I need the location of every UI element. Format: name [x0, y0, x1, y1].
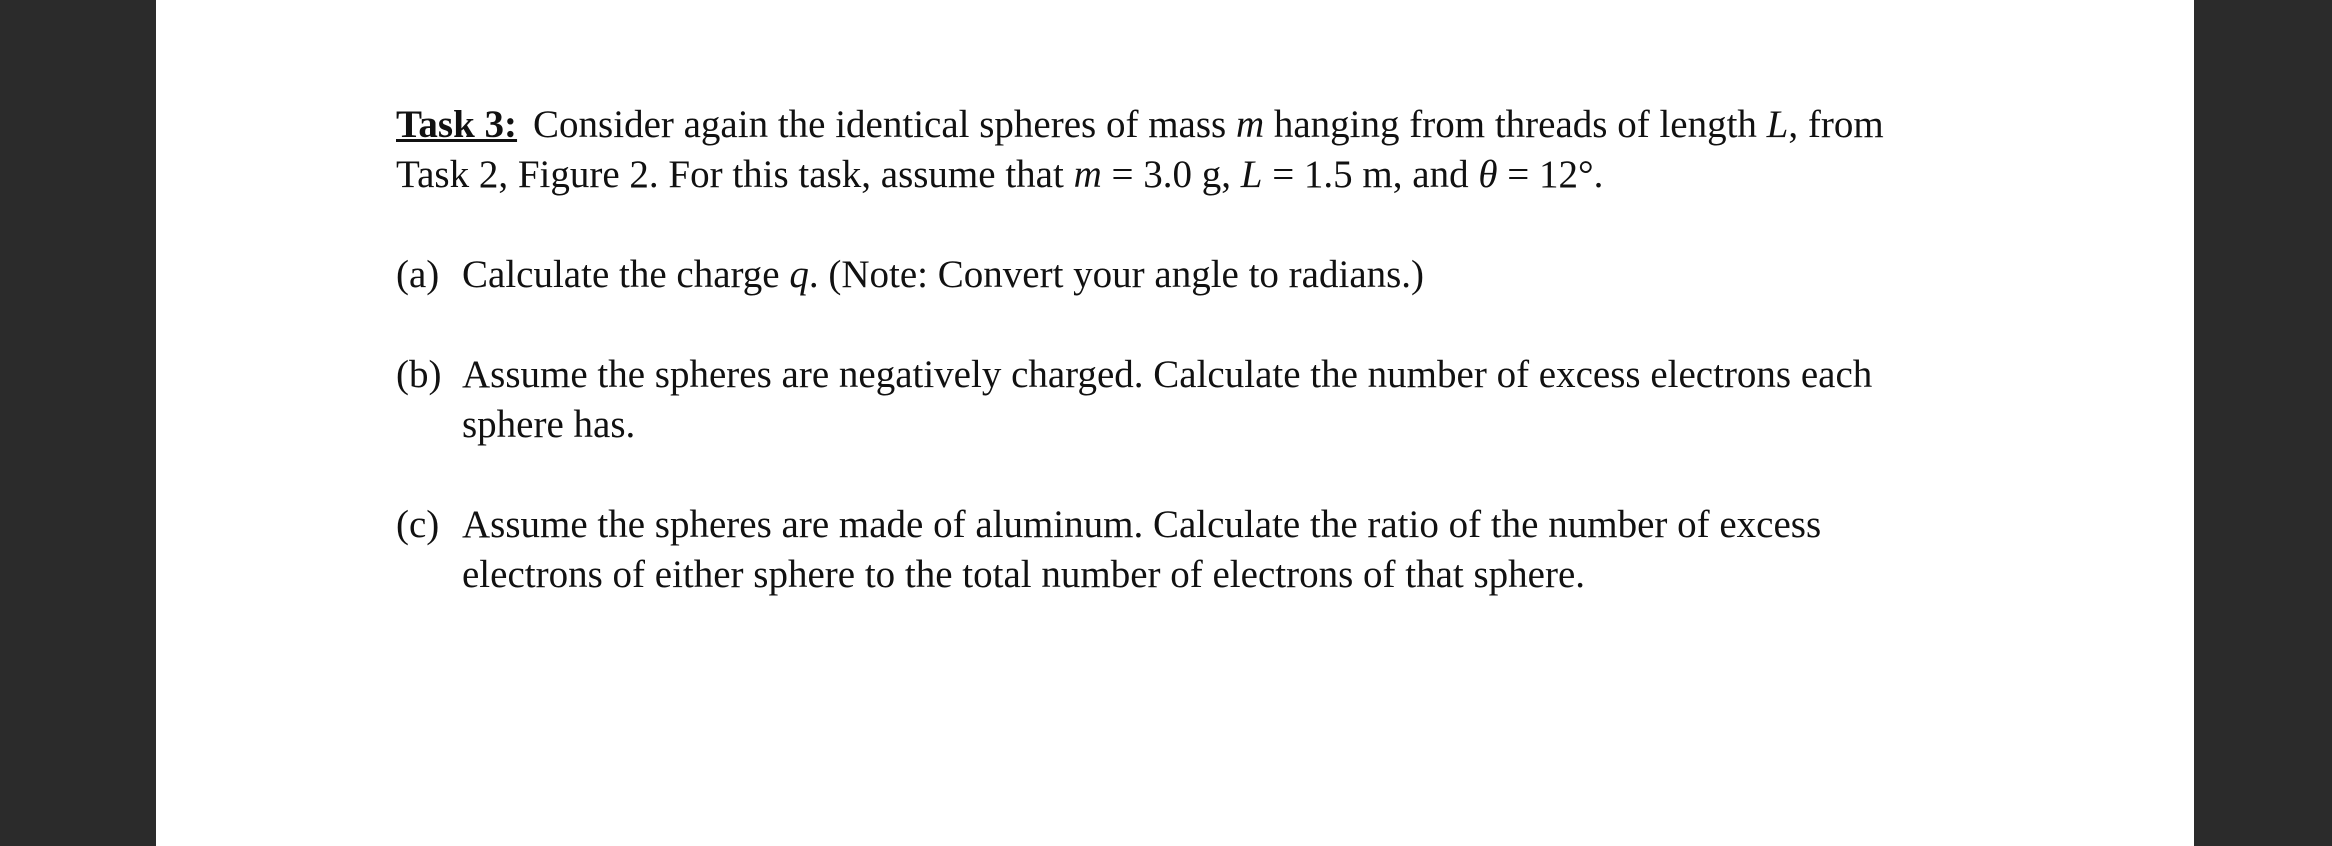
part-text-segment: . (Note: Convert your angle to radians.): [808, 253, 1425, 296]
document-page: [156, 0, 2194, 846]
task-intro: [396, 100, 1956, 200]
part-a: [396, 250, 1956, 300]
part-marker: (b): [396, 353, 442, 396]
part-text: Assume the spheres are made of aluminum. Calculate the ratio of the number of excess electrons of either sphere to the total number of electrons of that sphere.: [462, 503, 1822, 596]
var-L: L: [1766, 103, 1789, 146]
part-text-segment: Calculate the charge: [462, 253, 790, 296]
task-content: [396, 100, 1956, 600]
part-marker: (a): [396, 253, 440, 296]
task-label: Task 3:: [396, 103, 518, 146]
part-text: [462, 250, 1956, 300]
intro-text: = 1.5 m, and: [1262, 153, 1479, 196]
var-m: m: [1235, 103, 1265, 146]
intro-text: Consider again the identical spheres of mass: [533, 103, 1236, 146]
intro-text: hanging from threads of length: [1264, 103, 1767, 146]
var-m: m: [1073, 153, 1102, 196]
part-c: [396, 500, 1956, 600]
part-text: Assume the spheres are negatively charged. Calculate the number of excess electrons each sphere has.: [462, 353, 1873, 446]
intro-text: , from Task 2, Figure 2. For this task, assume that: [396, 103, 1884, 196]
var-theta: θ: [1478, 153, 1498, 196]
var-q: q: [789, 253, 809, 296]
intro-text: = 12°.: [1497, 153, 1604, 196]
var-L: L: [1240, 153, 1263, 196]
intro-text: = 3.0 g,: [1101, 153, 1241, 196]
part-marker: (c): [396, 503, 440, 546]
part-b: [396, 350, 1956, 450]
